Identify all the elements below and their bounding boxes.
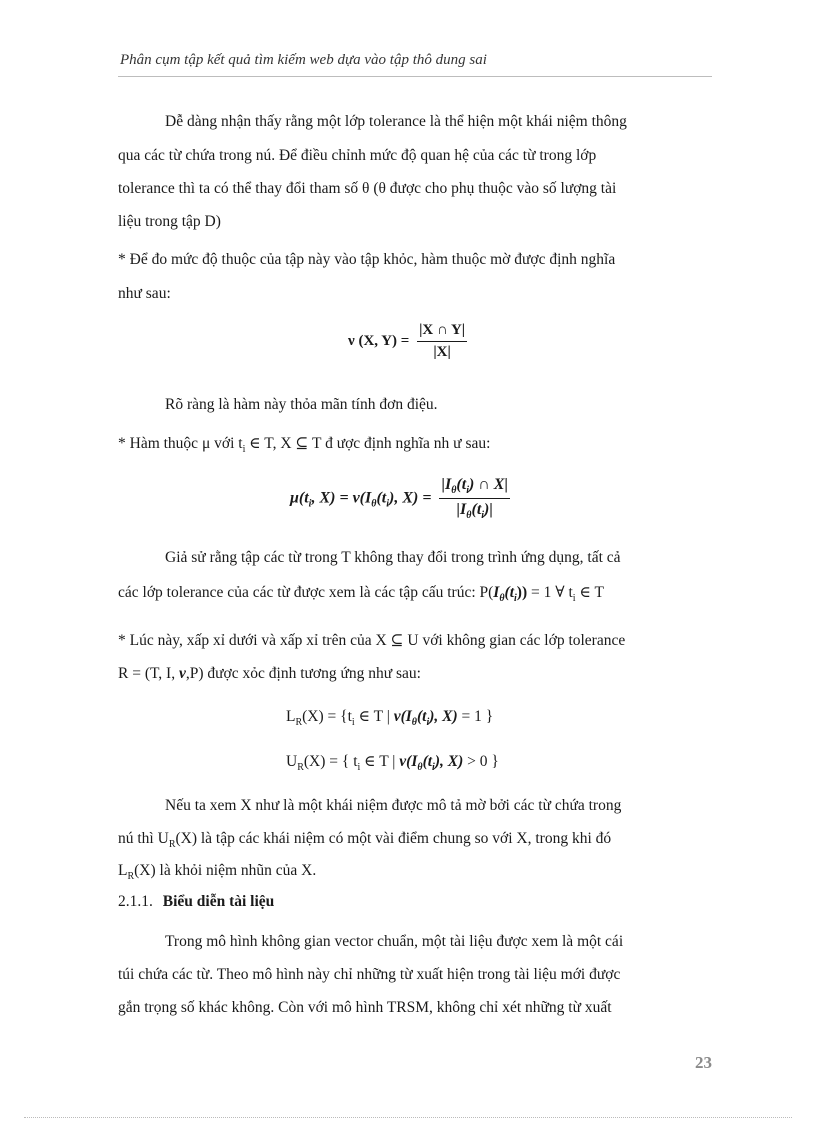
para3-line1: Rõ ràng là hàm này thỏa mãn tính đơn điệu. [165, 396, 438, 413]
para8-line1: Trong mô hình không gian vector chuẩn, một tài liệu được xem là một cái [165, 933, 624, 950]
formula1-denominator: |X| [433, 344, 451, 360]
page-number: 23 [695, 1053, 712, 1072]
formula1-numerator: |X ∩ Y| [417, 322, 467, 342]
para7-line2: nú thì $U_R(X)$ là tập các khái niệm có một vài điểm chung so với X, trong khi đó [118, 830, 612, 851]
section-title: Biểu diễn tài liệu [162, 893, 275, 910]
para1-line1: Dễ dàng nhận thấy rằng một lớp tolerance là thể hiện một khái niệm thông [165, 113, 627, 130]
formula1-fraction [417, 322, 467, 361]
formula-membership-mu: $\mu(t_i$, $X) = \nu(I_\theta(t_i)$, X) = $\frac{|I_\theta(t_i) \cap X|}{|I_\theta(t_i)|}$ [290, 476, 508, 522]
formula-fuzzy-membership [348, 322, 467, 361]
para1-line4: liệu trong tập D) [118, 213, 221, 230]
para2-line2: như sau: [118, 285, 171, 302]
para5-line2: các lớp tolerance của các từ được xem là các tập cấu trúc: $P(I_\theta(t_i)) = 1$ ∀ $t_i$ ∈ T [118, 584, 604, 605]
formula2-denominator: $|I_\theta(t_i)|$ [456, 501, 493, 522]
para6-line2: R = (T, I, ν,P) được xỏc định tương ứng như sau: [118, 665, 421, 682]
header-rule [118, 76, 712, 77]
para1-line2: qua các từ chứa trong nú. Để điều chỉnh mức độ quan hệ của các từ trong lớp [118, 147, 597, 164]
para7-line3: $L_R(X)$ là khỏi niệm nhũn của X. [118, 862, 317, 883]
para6-line1: * Lúc này, xấp xỉ dưới và xấp xỉ trên của X ⊆ U với không gian các lớp tolerance [118, 632, 626, 649]
section-number: 2.1.1. [118, 893, 153, 910]
running-header: Phân cụm tập kết quả tìm kiếm web dựa vào tập thô dung sai [120, 52, 487, 68]
section-heading [118, 893, 274, 911]
para1-line3: tolerance thì ta có thể thay đổi tham số θ (θ được cho phụ thuộc vào số lượng tài [118, 180, 617, 197]
formula1-lhs: ν (X, Y) = [348, 332, 410, 349]
para4-line1: * Hàm thuộc μ với $t_i$ ∈ T, X ⊆ T đ ược định nghĩa nh ư sau: [118, 435, 491, 456]
para8-line3: gắn trọng số khác không. Còn với mô hình TRSM, không chỉ xét những từ xuất [118, 999, 612, 1016]
formula2-fraction [439, 476, 510, 521]
formula2-numerator: $|I_\theta(t_i)$ ∩ X| [439, 476, 510, 499]
para7-line1: Nếu ta xem X như là một khái niệm được mô tả mờ bởi các từ chứa trong [165, 797, 622, 814]
para2-line1: * Để đo mức độ thuộc của tập này vào tập khỏc, hàm thuộc mờ được định nghĩa [118, 251, 616, 268]
para8-line2: túi chứa các từ. Theo mô hình này chỉ những từ xuất hiện trong tài liệu mới được [118, 966, 621, 983]
para5-line1: Giả sử rằng tập các từ trong T không thay đổi trong trình ứng dụng, tất cả [165, 549, 621, 566]
formula-upper-approximation: $U_R(X)$ = { $t_i$ ∈ T | $\nu(I_\theta(t_i)$, X) > 0 } [286, 753, 499, 774]
footer-rule [24, 1117, 792, 1118]
formula-lower-approximation: $L_R(X) = \{t_i$ ∈ T | $\nu(I_\theta(t_i)$, X) = 1 } [286, 708, 494, 729]
